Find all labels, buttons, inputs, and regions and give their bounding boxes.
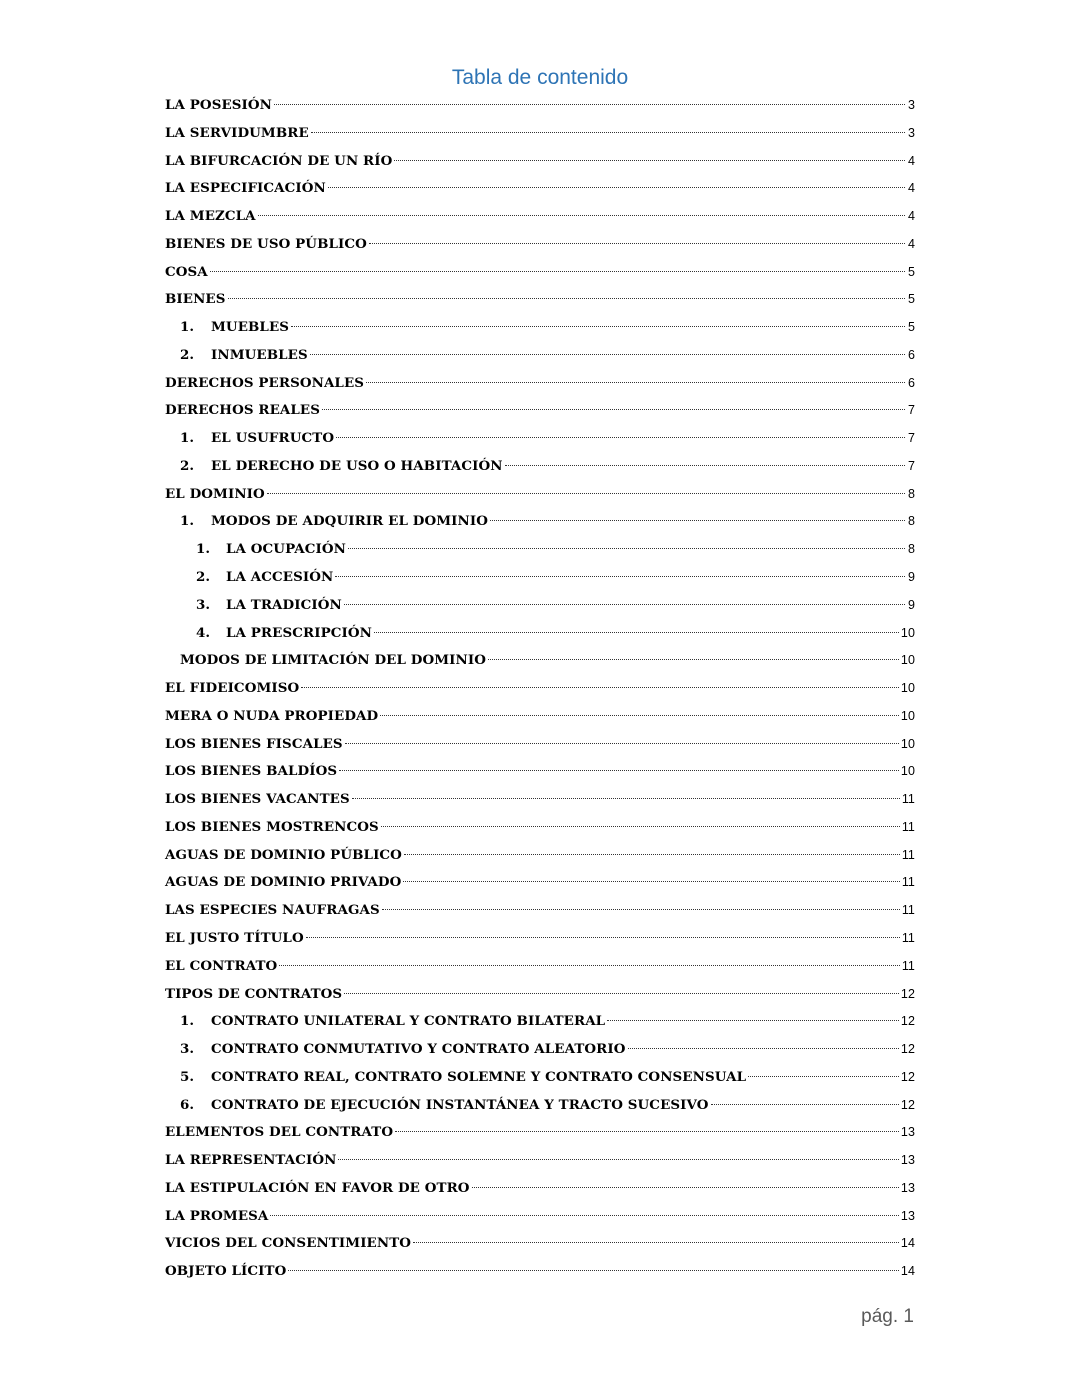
toc-entry-title[interactable]: EL USUFRUCTO	[211, 430, 335, 447]
toc-entry-page-number[interactable]: 6	[907, 347, 915, 362]
toc-entry-title[interactable]: LA ESPECIFICACIÓN	[165, 180, 326, 197]
toc-entry-number: 1.	[180, 319, 195, 336]
dot-leader	[311, 132, 905, 133]
toc-entry-title[interactable]: LA PROMESA	[165, 1207, 269, 1224]
toc-entry[interactable]	[165, 1038, 915, 1066]
dot-leader	[288, 1270, 899, 1271]
dot-leader	[472, 1187, 899, 1188]
toc-entry-page-number[interactable]: 12	[900, 1042, 915, 1057]
toc-entry[interactable]	[165, 1260, 915, 1288]
dot-leader	[267, 493, 905, 494]
toc-entry[interactable]	[165, 1232, 915, 1260]
toc-entry-number: 2.	[196, 569, 211, 586]
toc-entry[interactable]	[165, 233, 915, 261]
toc-entry-page-number[interactable]: 14	[900, 1264, 915, 1279]
toc-entry-page-number[interactable]: 4	[907, 209, 915, 224]
toc-entry-number: 3.	[180, 1041, 195, 1058]
toc-entry-title[interactable]: OBJETO LÍCITO	[165, 1263, 287, 1280]
toc-entry-number: 4.	[196, 624, 211, 641]
toc-entry-title[interactable]: MODOS DE LIMITACIÓN DEL DOMINIO	[180, 652, 486, 669]
dot-leader	[352, 798, 900, 799]
toc-entry[interactable]	[165, 510, 915, 538]
toc-entry-title[interactable]: LA OCUPACIÓN	[226, 541, 346, 558]
toc-entry[interactable]	[165, 261, 915, 289]
toc-entry-title[interactable]: LA SERVIDUMBRE	[165, 124, 309, 141]
toc-entry[interactable]	[165, 594, 915, 622]
toc-entry-page-number[interactable]: 4	[907, 181, 915, 196]
dot-leader	[228, 298, 905, 299]
toc-entry-title[interactable]: EL FIDEICOMISO	[165, 680, 300, 697]
toc-entry[interactable]	[165, 983, 915, 1011]
toc-entry[interactable]	[165, 622, 915, 650]
toc-entry[interactable]	[165, 788, 915, 816]
toc-entry-page-number[interactable]: 11	[901, 930, 915, 945]
toc-entry-page-number[interactable]: 6	[907, 375, 915, 390]
toc-entry-title[interactable]: CONTRATO DE EJECUCIÓN INSTANTÁNEA Y TRACTO SUCESIVO	[211, 1096, 709, 1113]
dot-leader	[210, 271, 905, 272]
dot-leader	[338, 1159, 898, 1160]
dot-leader	[505, 465, 905, 466]
toc-entry-number: 1.	[180, 1013, 195, 1030]
toc-entry-title[interactable]: AGUAS DE DOMINIO PRIVADO	[165, 874, 402, 891]
toc-entry-title[interactable]: LA BIFURCACIÓN DE UN RÍO	[165, 152, 393, 169]
toc-entry-page-number[interactable]: 3	[907, 98, 915, 112]
toc-entry-page-number[interactable]: 10	[900, 764, 915, 779]
dot-leader	[258, 215, 905, 216]
toc-entry-page-number[interactable]: 13	[900, 1125, 915, 1140]
dot-leader	[490, 520, 905, 521]
toc-entry-title[interactable]: CONTRATO REAL, CONTRATO SOLEMNE Y CONTRATO CONSENSUAL	[211, 1068, 747, 1085]
toc-entry-title[interactable]: LOS BIENES FISCALES	[165, 735, 343, 752]
dot-leader	[607, 1020, 899, 1021]
toc-entry-title[interactable]: LA REPRESENTACIÓN	[165, 1152, 337, 1169]
toc-entry-title[interactable]: LA POSESIÓN	[165, 97, 273, 113]
toc-entry-page-number[interactable]: 9	[907, 597, 915, 612]
toc-entry-page-number[interactable]: 7	[907, 403, 915, 418]
dot-leader	[336, 437, 905, 438]
toc-entry-page-number[interactable]: 10	[900, 681, 915, 696]
dot-leader	[322, 409, 905, 410]
toc-entry-page-number[interactable]: 8	[907, 486, 915, 501]
toc-entry-page-number[interactable]: 12	[900, 1097, 915, 1112]
toc-entry-title[interactable]: EL DERECHO DE USO O HABITACIÓN	[211, 457, 503, 474]
toc-entry[interactable]	[165, 899, 915, 927]
dot-leader	[270, 1215, 898, 1216]
toc-entry-title[interactable]: LAS ESPECIES NAUFRAGAS	[165, 902, 380, 919]
dot-leader	[301, 687, 899, 688]
toc-entry[interactable]	[165, 1177, 915, 1205]
toc-entry[interactable]	[165, 733, 915, 761]
toc-entry-title[interactable]: LA PRESCRIPCIÓN	[226, 624, 372, 641]
dot-leader	[335, 576, 905, 577]
dot-leader	[374, 632, 899, 633]
toc-entry[interactable]	[165, 1066, 915, 1094]
toc-entry-title[interactable]: MUEBLES	[211, 319, 290, 336]
toc-entry[interactable]	[165, 372, 915, 400]
dot-leader	[413, 1242, 899, 1243]
toc-entry[interactable]	[165, 760, 915, 788]
toc-entry-title[interactable]: LOS BIENES VACANTES	[165, 791, 350, 808]
dot-leader	[404, 854, 900, 855]
toc-entry-title[interactable]: COSA	[165, 263, 208, 280]
toc-entry-title[interactable]: MERA O NUDA PROPIEDAD	[165, 707, 379, 724]
page-number: pág. 1	[861, 1306, 914, 1327]
dot-leader	[748, 1076, 899, 1077]
toc-entry[interactable]	[165, 150, 915, 178]
dot-leader	[628, 1048, 899, 1049]
toc-entry-page-number[interactable]: 8	[907, 542, 915, 557]
toc-entry[interactable]	[165, 927, 915, 955]
toc-entry[interactable]	[165, 871, 915, 899]
toc-entry-page-number[interactable]: 11	[901, 958, 915, 973]
toc-entry-title[interactable]: LA TRADICIÓN	[226, 596, 342, 613]
toc-entry-page-number[interactable]: 14	[900, 1236, 915, 1251]
toc-entry[interactable]	[165, 677, 915, 705]
toc-entry[interactable]	[165, 427, 915, 455]
toc-entry-page-number[interactable]: 13	[900, 1153, 915, 1168]
toc-entry-title[interactable]: DERECHOS REALES	[165, 402, 320, 419]
dot-leader	[344, 604, 905, 605]
toc-entry-title[interactable]: EL CONTRATO	[165, 957, 278, 974]
toc-entry-page-number[interactable]: 5	[907, 264, 915, 279]
toc-entry-title[interactable]: ELEMENTOS DEL CONTRATO	[165, 1124, 394, 1141]
toc-entry-page-number[interactable]: 7	[907, 458, 915, 473]
toc-entry-page-number[interactable]: 10	[900, 708, 915, 723]
toc-entry-title[interactable]: CONTRATO CONMUTATIVO Y CONTRATO ALEATORIO	[211, 1041, 626, 1058]
dot-leader	[395, 1131, 899, 1132]
toc-entry-page-number[interactable]: 4	[907, 236, 915, 251]
toc-entry-title[interactable]: BIENES	[165, 291, 226, 308]
toc-entry[interactable]	[165, 955, 915, 983]
toc-entry-title[interactable]: EL JUSTO TÍTULO	[165, 929, 304, 946]
toc-entry-page-number[interactable]: 11	[901, 875, 915, 890]
dot-leader	[369, 243, 905, 244]
toc-entry[interactable]	[165, 705, 915, 733]
toc-entry-page-number[interactable]: 10	[900, 736, 915, 751]
dot-leader	[328, 187, 905, 188]
toc-entry-page-number[interactable]: 11	[901, 792, 915, 807]
toc-entry[interactable]	[165, 1205, 915, 1233]
dot-leader	[403, 881, 899, 882]
toc-entry[interactable]	[165, 1149, 915, 1177]
toc-entry[interactable]	[165, 1010, 915, 1038]
dot-leader	[310, 354, 905, 355]
toc-entry-title[interactable]: BIENES DE USO PÚBLICO	[165, 235, 367, 252]
dot-leader	[380, 715, 899, 716]
toc-entry-title[interactable]: DERECHOS PERSONALES	[165, 374, 365, 391]
toc-entry-title[interactable]: TIPOS DE CONTRATOS	[165, 985, 343, 1002]
toc-entry-number: 1.	[196, 541, 211, 558]
toc-entry[interactable]	[165, 649, 915, 677]
toc-entry[interactable]	[165, 483, 915, 511]
toc-entry[interactable]	[165, 816, 915, 844]
toc-entry-page-number[interactable]: 11	[901, 819, 915, 834]
toc-entry-number: 6.	[180, 1096, 195, 1113]
toc-entry-title[interactable]: AGUAS DE DOMINIO PÚBLICO	[165, 846, 402, 863]
dot-leader	[291, 326, 905, 327]
dot-leader	[488, 659, 899, 660]
dot-leader	[381, 826, 900, 827]
toc-entry[interactable]	[165, 1094, 915, 1122]
toc-entry[interactable]	[165, 844, 915, 872]
toc-entry-title[interactable]: LOS BIENES BALDÍOS	[165, 763, 338, 780]
toc-entry-title[interactable]: INMUEBLES	[211, 346, 308, 363]
toc-entry-title[interactable]: MODOS DE ADQUIRIR EL DOMINIO	[211, 513, 488, 530]
dot-leader	[711, 1104, 899, 1105]
toc-entry[interactable]	[165, 399, 915, 427]
toc-entry[interactable]	[165, 288, 915, 316]
dot-leader	[306, 937, 900, 938]
toc-entry-page-number[interactable]: 11	[901, 903, 915, 918]
toc-list	[165, 94, 915, 1288]
toc-entry[interactable]	[165, 316, 915, 344]
dot-leader	[366, 382, 905, 383]
toc-entry-page-number[interactable]: 10	[900, 625, 915, 640]
toc-entry-title[interactable]: LA MEZCLA	[165, 208, 256, 225]
toc-entry-number: 2.	[180, 457, 195, 474]
toc-entry-page-number[interactable]: 5	[907, 292, 915, 307]
toc-entry-page-number[interactable]: 5	[907, 320, 915, 335]
dot-leader	[394, 160, 905, 161]
toc-entry-page-number[interactable]: 9	[907, 570, 915, 585]
dot-leader	[348, 548, 905, 549]
toc-entry-page-number[interactable]: 13	[900, 1180, 915, 1195]
dot-leader	[344, 993, 899, 994]
toc-entry[interactable]	[165, 205, 915, 233]
toc-entry-page-number[interactable]: 11	[901, 847, 915, 862]
dot-leader	[339, 770, 899, 771]
toc-entry[interactable]	[165, 344, 915, 372]
toc-entry[interactable]	[165, 538, 915, 566]
dot-leader	[274, 104, 905, 105]
toc-entry-number: 1.	[180, 513, 195, 530]
toc-entry-title[interactable]: VICIOS DEL CONSENTIMIENTO	[165, 1235, 412, 1252]
toc-entry-title[interactable]: CONTRATO UNILATERAL Y CONTRATO BILATERAL	[211, 1013, 606, 1030]
toc-entry-page-number[interactable]: 13	[900, 1208, 915, 1223]
toc-entry-title[interactable]: LA ESTIPULACIÓN EN FAVOR DE OTRO	[165, 1179, 470, 1196]
toc-entry[interactable]	[165, 1121, 915, 1149]
toc-entry-title[interactable]: LA ACCESIÓN	[226, 569, 334, 586]
toc-entry-page-number[interactable]: 12	[900, 1069, 915, 1084]
toc-entry[interactable]	[165, 94, 915, 122]
toc-title: Tabla de contenido	[451, 66, 629, 89]
toc-entry-page-number[interactable]: 10	[900, 653, 915, 668]
toc-entry-title[interactable]: LOS BIENES MOSTRENCOS	[165, 818, 379, 835]
toc-entry-number: 2.	[180, 346, 195, 363]
toc-entry-number: 5.	[180, 1068, 195, 1085]
toc-entry-page-number[interactable]: 7	[907, 431, 915, 446]
dot-leader	[279, 965, 899, 966]
toc-entry-title[interactable]: EL DOMINIO	[165, 485, 265, 502]
toc-entry[interactable]	[165, 122, 915, 150]
toc-entry-page-number[interactable]: 8	[907, 514, 915, 529]
dot-leader	[382, 909, 900, 910]
toc-entry-page-number[interactable]: 3	[907, 125, 915, 140]
dot-leader	[345, 743, 899, 744]
toc-entry-number: 1.	[180, 430, 195, 447]
toc-entry-page-number[interactable]: 12	[900, 1014, 915, 1029]
toc-entry[interactable]	[165, 455, 915, 483]
toc-entry-page-number[interactable]: 12	[900, 986, 915, 1001]
toc-entry[interactable]	[165, 566, 915, 594]
toc-entry-number: 3.	[196, 596, 211, 613]
toc-entry-page-number[interactable]: 4	[907, 153, 915, 168]
toc-entry[interactable]	[165, 177, 915, 205]
